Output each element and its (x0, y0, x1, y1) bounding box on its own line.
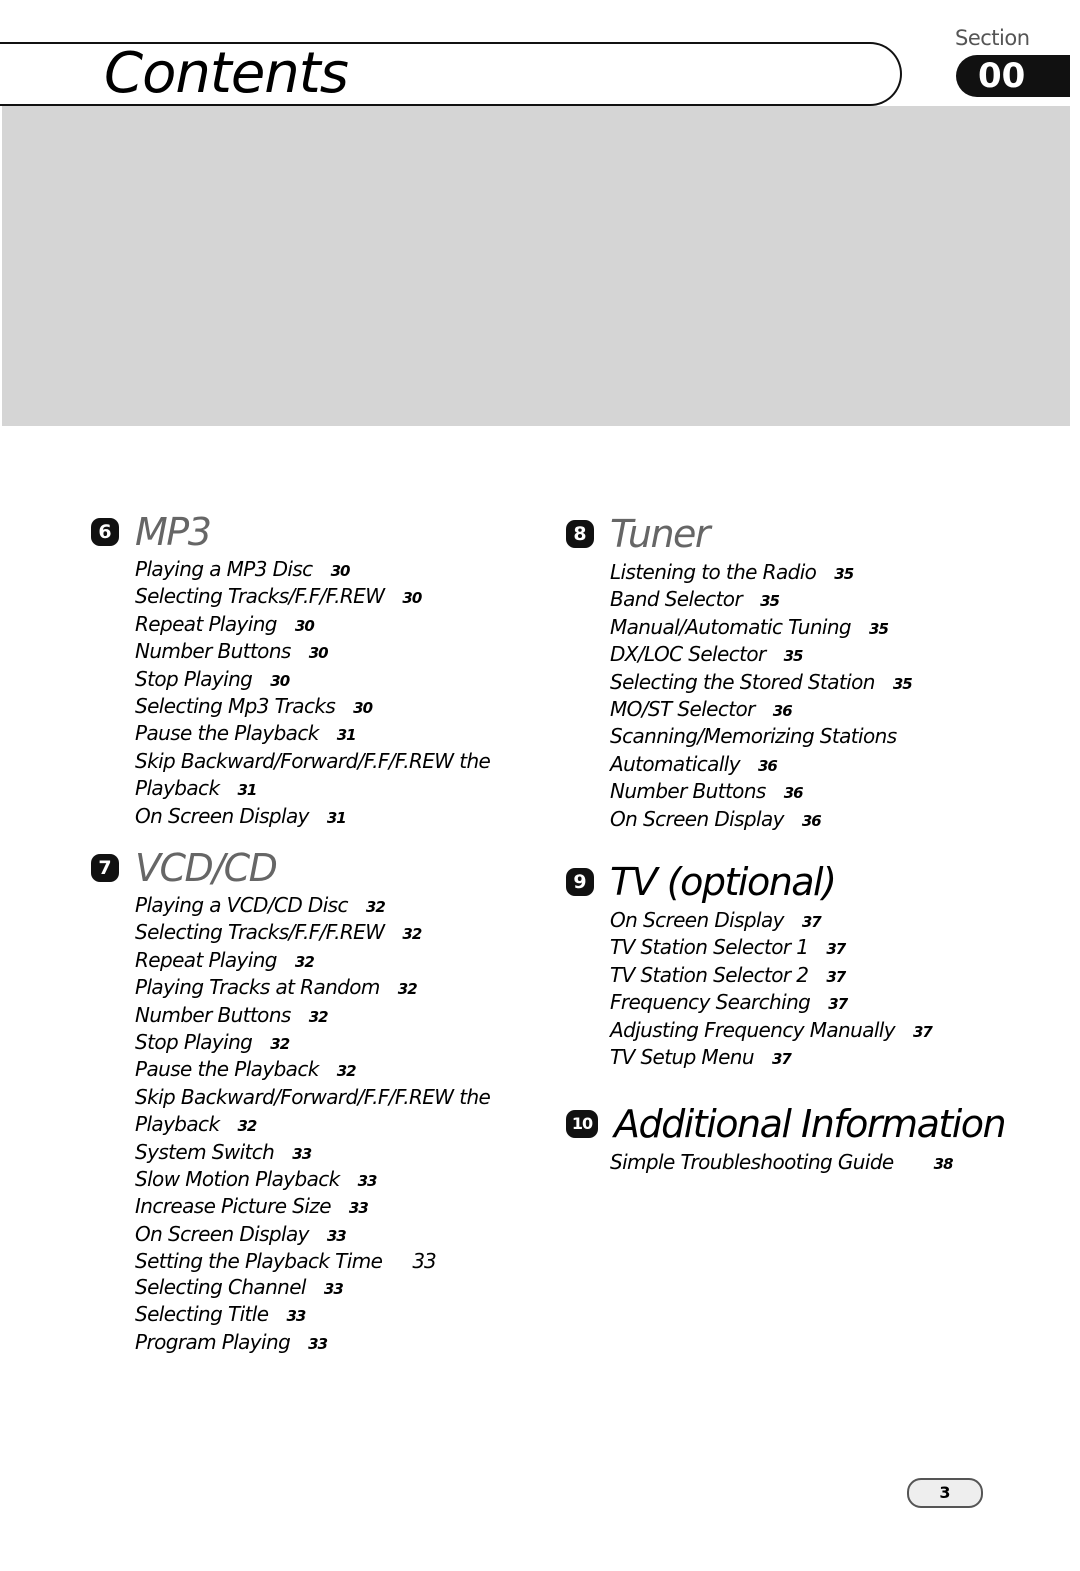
page-number-badge: 3 (907, 1478, 983, 1508)
toc-entries (610, 560, 915, 834)
toc-entry[interactable] (135, 639, 508, 666)
section-title: MP3 (135, 510, 211, 554)
toc-entry[interactable] (135, 920, 508, 947)
toc-entry[interactable] (135, 749, 508, 776)
entry-page: 35 (834, 565, 854, 583)
entry-page: 32 (308, 1007, 328, 1026)
entry-text: Repeat Playing (135, 611, 277, 636)
section-heading (566, 858, 932, 906)
toc-entry[interactable] (610, 752, 915, 779)
entry-page: 35 (892, 674, 912, 693)
entry-page: 30 (294, 616, 314, 635)
toc-entry[interactable] (610, 963, 932, 990)
entry-page: 35 (783, 647, 803, 666)
toc-entry[interactable] (610, 560, 915, 587)
entry-page: 37 (828, 995, 848, 1014)
entry-text: Selecting Tracks/F.F/F.REW (135, 920, 385, 945)
toc-entry[interactable] (135, 804, 508, 831)
toc-entry[interactable] (610, 642, 915, 669)
entry-page: 32 (294, 952, 314, 971)
entry-text: Playing Tracks at Random (135, 975, 380, 1000)
entry-page: 35 (760, 592, 779, 611)
entry-page: 36 (772, 702, 792, 721)
toc-section-mp3 (91, 508, 508, 831)
entry-page: 31 (326, 808, 346, 827)
toc-entry[interactable] (135, 1302, 508, 1329)
entry-text: Selecting Channel (135, 1274, 306, 1299)
toc-entry[interactable] (135, 557, 508, 584)
toc-entry[interactable] (610, 670, 915, 697)
toc-entry[interactable] (135, 1275, 508, 1302)
entry-page: 38 (933, 1155, 953, 1173)
toc-entry[interactable] (135, 1167, 508, 1194)
entry-text: Pause the Playback (135, 721, 319, 746)
header-image-area (2, 106, 1070, 426)
toc-section-tv (566, 858, 932, 1072)
entry-text: Automatically (610, 751, 740, 776)
entry-text: Repeat Playing (135, 947, 277, 972)
toc-entry[interactable] (610, 807, 915, 834)
entry-page: 30 (402, 589, 422, 608)
entry-text: Playing a MP3 Disc (135, 557, 313, 581)
entry-text: Setting the Playback Time (135, 1249, 383, 1274)
entry-text: Playing a VCD/CD Disc (135, 893, 348, 917)
entry-text: Selecting Title (135, 1302, 269, 1327)
entry-page: 32 (402, 925, 422, 944)
entry-text: On Screen Display (135, 803, 309, 828)
entry-text: Pause the Playback (135, 1057, 319, 1082)
entry-text: TV Station Selector 1 (610, 935, 809, 960)
entry-text: On Screen Display (610, 806, 784, 831)
entry-page: 30 (330, 562, 350, 580)
toc-entry[interactable] (135, 721, 508, 748)
entry-page: 33 (348, 1199, 368, 1218)
entry-page: 33 (326, 1226, 346, 1245)
toc-entries (610, 1150, 1005, 1177)
page-header (0, 0, 1080, 430)
section-title: VCD/CD (135, 846, 277, 890)
entry-text: Band Selector (610, 587, 743, 612)
section-heading (91, 844, 508, 892)
toc-entry[interactable] (135, 1330, 508, 1357)
entry-text: Selecting the Stored Station (610, 669, 875, 694)
section-number-icon: 6 (91, 518, 119, 546)
section-title: Tuner (610, 512, 710, 556)
section-label: Section (955, 26, 1030, 50)
entry-page: 30 (353, 699, 373, 718)
entry-page: 32 (365, 898, 385, 916)
toc-entry[interactable] (135, 1085, 508, 1112)
toc-entry[interactable] (135, 1003, 508, 1030)
entry-text: Playback (135, 1112, 220, 1137)
section-number-icon: 8 (566, 520, 594, 548)
toc-entry[interactable] (135, 694, 508, 721)
toc-section-vcd-cd (91, 844, 508, 1357)
section-title: Additional Information (614, 1102, 1006, 1146)
entry-text: On Screen Display (610, 908, 784, 932)
section-number-icon: 7 (91, 854, 119, 882)
entry-text: Adjusting Frequency Manually (610, 1017, 895, 1042)
entry-page: 32 (397, 980, 417, 999)
toc-entry[interactable] (135, 975, 508, 1002)
toc-entry[interactable] (135, 1112, 508, 1139)
entry-page: 33 (357, 1172, 377, 1191)
entry-text: Skip Backward/Forward/F.F/F.REW the (135, 1084, 491, 1109)
toc-entries (135, 557, 508, 831)
section-heading (566, 1100, 1005, 1148)
toc-entry[interactable] (135, 1249, 508, 1274)
toc-entry[interactable] (610, 1045, 932, 1072)
toc-entry[interactable] (610, 615, 915, 642)
toc-section-tuner (566, 510, 915, 834)
entry-text: Listening to the Radio (610, 560, 817, 584)
entry-page: 30 (270, 671, 290, 690)
entry-page: 33 (323, 1279, 343, 1298)
entry-text: Stop Playing (135, 1030, 253, 1055)
entry-text: TV Station Selector 2 (610, 962, 809, 987)
entry-text: Number Buttons (135, 1002, 291, 1027)
entry-page: 35 (869, 619, 888, 638)
entry-page: 37 (771, 1050, 791, 1069)
entry-page: 32 (336, 1062, 356, 1081)
entry-page: 36 (757, 756, 777, 775)
toc-entry[interactable] (135, 1057, 508, 1084)
toc-entry[interactable] (610, 587, 915, 614)
entry-page: 36 (783, 784, 803, 803)
entry-text: Selecting Tracks/F.F/F.REW (135, 584, 385, 609)
entry-page: 36 (801, 811, 821, 830)
entry-page: 33 (292, 1144, 312, 1163)
toc-entries (610, 908, 932, 1072)
entry-text: Number Buttons (135, 639, 291, 664)
entry-page: 33 (286, 1307, 306, 1326)
entry-text: Skip Backward/Forward/F.F/F.REW the (135, 748, 491, 773)
entry-text: On Screen Display (135, 1221, 309, 1246)
toc-entry[interactable] (610, 724, 915, 751)
entry-page: 33 (412, 1249, 436, 1274)
toc-entry[interactable] (135, 776, 508, 803)
toc-entry[interactable] (135, 1194, 508, 1221)
entry-page: 30 (308, 644, 328, 663)
entry-text: Simple Troubleshooting Guide (610, 1150, 894, 1174)
entry-page: 31 (336, 726, 356, 745)
section-heading (91, 508, 508, 556)
toc-entry[interactable] (610, 779, 915, 806)
entry-text: Number Buttons (610, 779, 766, 804)
entry-page: 32 (237, 1117, 257, 1136)
entry-text: Increase Picture Size (135, 1194, 331, 1219)
toc-entry[interactable] (610, 697, 915, 724)
section-heading (566, 510, 915, 558)
entry-page: 33 (308, 1334, 328, 1353)
toc-entry[interactable] (135, 1030, 508, 1057)
toc-entry[interactable] (610, 935, 932, 962)
entry-page: 31 (237, 781, 257, 800)
entry-text: Stop Playing (135, 666, 253, 691)
toc-entry[interactable] (135, 584, 508, 611)
entry-page: 32 (270, 1035, 290, 1054)
entry-text: Playback (135, 776, 220, 801)
entry-text: Selecting Mp3 Tracks (135, 694, 336, 719)
toc-entry[interactable] (610, 908, 932, 935)
toc-entry[interactable] (135, 893, 508, 920)
entry-text: Manual/Automatic Tuning (610, 614, 852, 639)
entry-text: Scanning/Memorizing Stations (610, 724, 897, 749)
toc-entry[interactable] (610, 1018, 932, 1045)
toc-entry[interactable] (610, 990, 932, 1017)
entry-page: 37 (826, 967, 846, 986)
toc-entry[interactable] (135, 948, 508, 975)
section-number-icon: 9 (566, 868, 594, 896)
section-number-icon: 10 (566, 1110, 598, 1138)
entry-text: Program Playing (135, 1329, 291, 1354)
toc-entry[interactable] (135, 1140, 508, 1167)
page-title: Contents (104, 41, 348, 106)
toc-entry[interactable] (135, 1222, 508, 1249)
section-title: TV (optional) (610, 860, 836, 904)
entry-text: DX/LOC Selector (610, 642, 766, 667)
entry-page: 37 (826, 940, 846, 959)
entry-text: MO/ST Selector (610, 697, 755, 722)
toc-section-additional-information (566, 1100, 1005, 1177)
entry-text: Frequency Searching (610, 990, 811, 1015)
toc-entries (135, 893, 508, 1357)
entry-page: 37 (913, 1022, 932, 1041)
toc-entry[interactable] (135, 667, 508, 694)
toc-entry[interactable] (610, 1150, 1005, 1177)
entry-page: 37 (801, 913, 821, 931)
section-number-badge: 00 (956, 55, 1070, 97)
entry-text: TV Setup Menu (610, 1045, 754, 1070)
toc-entry[interactable] (135, 612, 508, 639)
entry-text: System Switch (135, 1139, 275, 1164)
entry-text: Slow Motion Playback (135, 1167, 340, 1192)
